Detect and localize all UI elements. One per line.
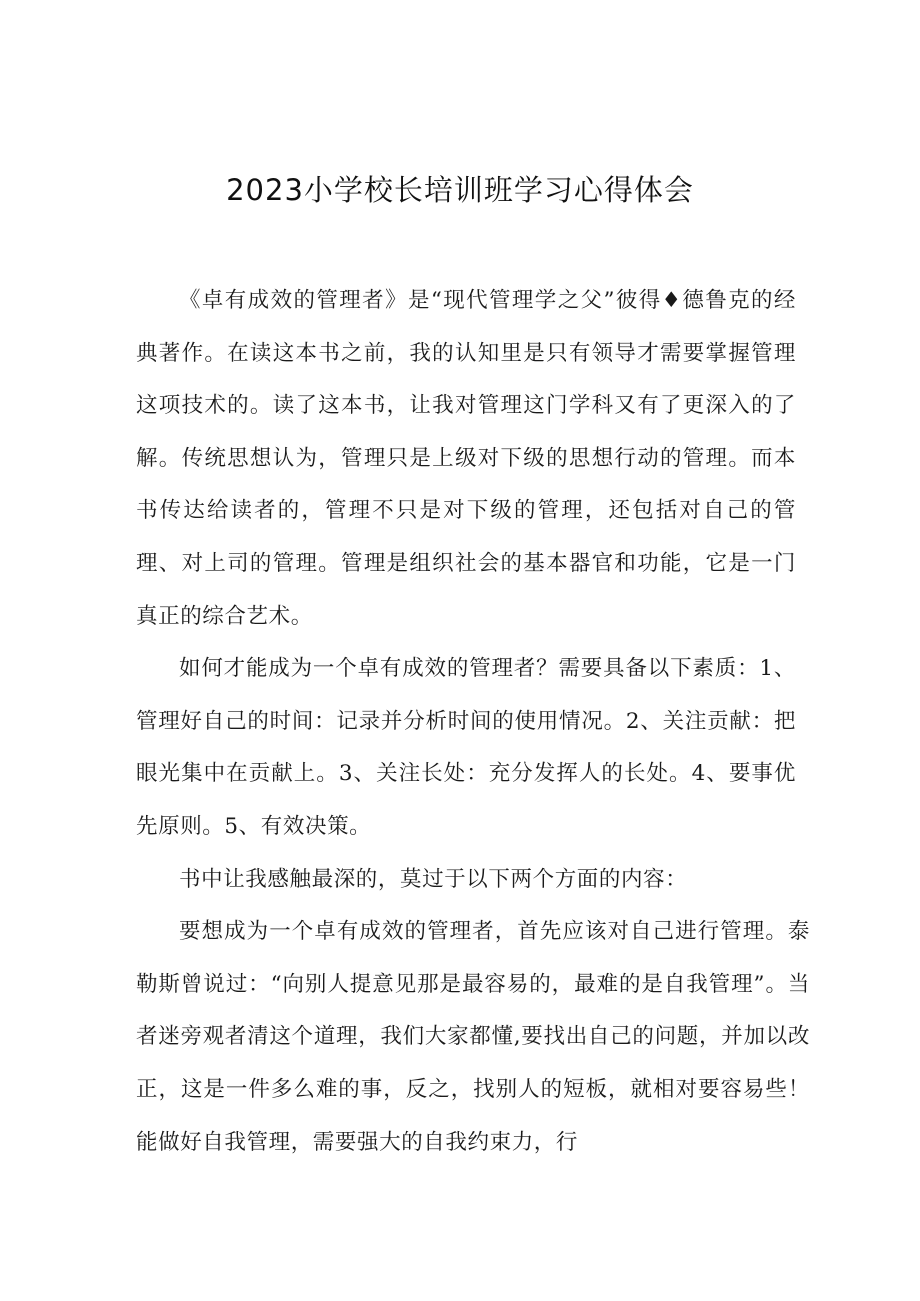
document-title: 2023小学校长培训班学习心得体会 xyxy=(226,173,694,207)
paragraph-impressions: 书中让我感触最深的，莫过于以下两个方面的内容： xyxy=(179,866,688,892)
paragraph-qualities: 如何才能成为一个卓有成效的管理者？需要具备以下素质：1、管理好自己的时间：记录并分析时间的使用情况。2、关注贡献：把眼光集中在贡献上。3、关注长处：充分发挥人的长处。4、要事优先原则。5、有效决策。 xyxy=(136,656,796,839)
paragraph-self-management: 要想成为一个卓有成效的管理者，首先应该对自己进行管理。泰勒斯曾说过：“向别人提意见那是最容易的，最难的是自我管理”。当者迷旁观者清这个道理，我们大家都懂,要找出自己的问题，并加以改正，这是一件多么难的事，反之，找别人的短板，就相对要容易些！能做好自我管理，需要强大的自我约束力，行 xyxy=(136,919,810,1155)
document-body xyxy=(136,275,810,1169)
paragraph-book-intro: 《卓有成效的管理者》是“现代管理学之父”彼得♦德鲁克的经典著作。在读这本书之前，我的认知里是只有领导才需要掌握管理这项技术的。读了这本书，让我对管理这门学科又有了更深入的了解。传统思想认为，管理只是上级对下级的思想行动的管理。而本书传达给读者的，管理不只是对下级的管理，还包括对自己的管理、对上司的管理。管理是组织社会的基本器官和功能，它是一门真正的综合艺术。 xyxy=(136,288,796,629)
